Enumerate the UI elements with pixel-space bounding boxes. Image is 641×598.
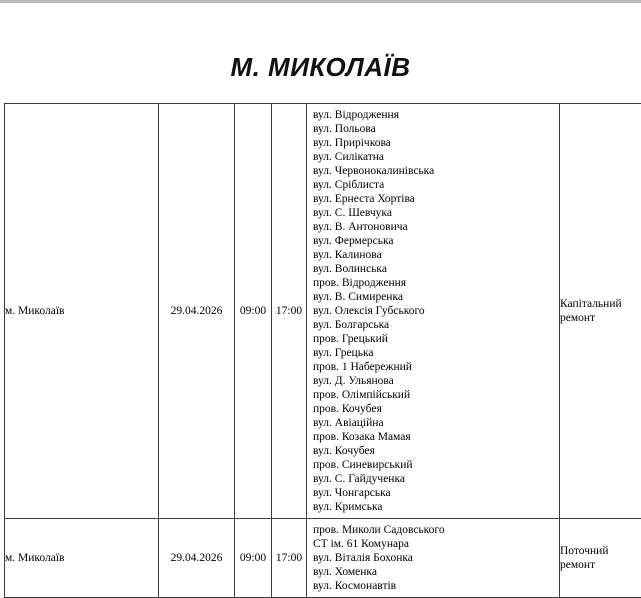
top-edge-strip	[0, 0, 641, 3]
street-item: вул. В. Антоновича	[313, 220, 559, 234]
street-item: вул. Космонавтів	[313, 579, 559, 593]
street-item: вул. Віталія Бохонка	[313, 551, 559, 565]
cell-time-from: 09:00	[235, 104, 272, 519]
street-item: вул. С. Шевчука	[313, 206, 559, 220]
street-item: вул. Прирічкова	[313, 136, 559, 150]
cell-city: м. Миколаїв	[5, 104, 159, 519]
cell-date: 29.04.2026	[159, 104, 235, 519]
work-type-line-2: ремонт	[560, 311, 641, 325]
street-item: вул. Фермерська	[313, 234, 559, 248]
street-item: вул. Кримська	[313, 500, 559, 514]
cell-city: м. Миколаїв	[5, 519, 159, 598]
street-item: вул. Олексія Губського	[313, 304, 559, 318]
streets-list	[307, 104, 559, 518]
table-row	[5, 104, 641, 519]
street-item: пров. 1 Набережний	[313, 360, 559, 374]
street-item: вул. С. Гайдученка	[313, 472, 559, 486]
work-type-line-2: ремонт	[560, 558, 641, 572]
cell-work-type	[560, 104, 641, 519]
street-item: пров. Миколи Садовського	[313, 523, 559, 537]
street-item: вул. Кочубея	[313, 444, 559, 458]
street-item: вул. Силікатна	[313, 150, 559, 164]
street-item: пров. Синевирський	[313, 458, 559, 472]
street-item: вул. Грецька	[313, 346, 559, 360]
street-item: пров. Відродження	[313, 276, 559, 290]
street-item: вул. Авіаційна	[313, 416, 559, 430]
power-outage-schedule-table	[4, 103, 641, 598]
street-item: вул. Болгарська	[313, 318, 559, 332]
cell-time-from: 09:00	[235, 519, 272, 598]
street-item: вул. Ернеста Хортіва	[313, 192, 559, 206]
street-item: вул. Сріблиста	[313, 178, 559, 192]
table-body	[5, 104, 641, 598]
cell-time-to: 17:00	[272, 519, 307, 598]
cell-date: 29.04.2026	[159, 519, 235, 598]
table-row	[5, 519, 641, 598]
street-item: пров. Грецький	[313, 332, 559, 346]
street-item: вул. В. Симиренка	[313, 290, 559, 304]
street-item: вул. Волинська	[313, 262, 559, 276]
street-item: вул. Хоменка	[313, 565, 559, 579]
street-item: вул. Чонгарська	[313, 486, 559, 500]
street-item: СТ ім. 61 Комунара	[313, 537, 559, 551]
street-item: вул. Відродження	[313, 108, 559, 122]
page-title: М. МИКОЛАЇВ	[0, 52, 641, 83]
cell-work-type	[560, 519, 641, 598]
street-item: пров. Козака Мамая	[313, 430, 559, 444]
work-type-line-1: Капітальний	[560, 297, 641, 311]
cell-time-to: 17:00	[272, 104, 307, 519]
street-item: пров. Олімпійський	[313, 388, 559, 402]
street-item: вул. Червонокалинівська	[313, 164, 559, 178]
cell-streets	[307, 104, 560, 519]
street-item: пров. Кочубея	[313, 402, 559, 416]
streets-list	[307, 519, 559, 597]
street-item: вул. Польова	[313, 122, 559, 136]
cell-streets	[307, 519, 560, 598]
work-type-line-1: Поточний	[560, 544, 641, 558]
street-item: вул. Калинова	[313, 248, 559, 262]
street-item: вул. Д. Ульянова	[313, 374, 559, 388]
